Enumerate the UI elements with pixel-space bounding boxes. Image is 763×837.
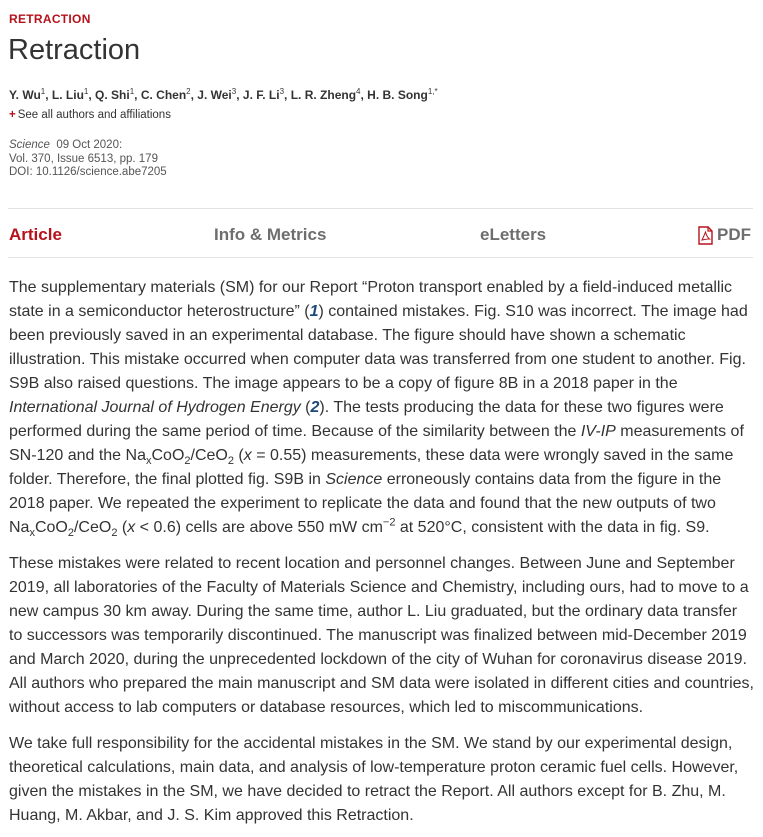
author[interactable]: J. F. Li$^3$ <box>242 87 285 102</box>
tab-article[interactable]: Article <box>9 225 62 244</box>
tab-pdf[interactable] <box>697 225 751 245</box>
paragraph-1: The supplementary materials (SM) for our Report “Proton transport enabled by a field-induced metallic state in a semiconductor heterostructure” (1) contained mistakes. Fig. S10 was incorrect. The image had been previously saved in an experimental database. The figure should have shown a schematic illustration. This mistake occurred when computer data was transferred from one student to another. Fig. S9B also raised questions. The image appears to be a copy of figure 8B in a 2018 paper in the International Journal of Hydrogen Energy (2). The tests producing the data for these two figures were performed during the same period of time. Because of the similarity between the IV-IP measurements of SN-120 and the $Na_xCoO_2/CeO_2$ (x = 0.55) measurements, these data were wrongly saved in the same folder. Therefore, the final plotted fig. S9B in Science erroneously contains data from the figure in the 2018 paper. We repeated the experiment to replicate the data and found that the new outputs of two $Na_xCoO_2/CeO_2$ (x < 0.6) cells are above 550 mW $cm^{-2}$ at 520°C, consistent with the data in fig. S9. <box>9 279 748 540</box>
see-all-authors-link[interactable] <box>9 109 171 121</box>
tab-info-metrics[interactable]: Info & Metrics <box>214 225 327 244</box>
plus-icon: + <box>9 109 16 121</box>
author[interactable]: Y. Wu$^1$ <box>9 87 46 102</box>
author[interactable]: H. B. Song$^{1,*}$ <box>367 87 438 102</box>
author[interactable]: L. R. Zheng$^4$ <box>290 87 361 102</box>
paragraph-2: These mistakes were related to recent location and personnel changes. Between June and September 2019, all laboratories of the Faculty of Materials Science and Chemistry, including ours, had to move to a new campus 30 km away. During the same time, author L. Liu graduated, but the ordinary data transfer to successors was temporarily discontinued. The manuscript was finalized between mid-December 2019 and March 2020, during the unprecedented lockdown of the city of Wuhan for coronavirus disease 2019. All authors who prepared the main manuscript and SM data were isolated in different cities and countries, without access to lab computers or database resources, which led to miscommunications. <box>9 555 754 716</box>
article-body <box>9 276 754 837</box>
author[interactable]: Q. Shi$^1$ <box>95 87 135 102</box>
pdf-file-icon <box>697 226 714 245</box>
article-type-label: RETRACTION <box>9 12 91 26</box>
page-title: Retraction <box>8 34 141 66</box>
author[interactable]: J. Wei$^3$ <box>197 87 237 102</box>
tab-divider <box>8 257 753 258</box>
citation-doi: DOI: 10.1126/science.abe7205 <box>9 166 167 178</box>
see-all-authors-label: See all authors and affiliations <box>17 109 171 121</box>
paragraph-3: We take full responsibility for the accidental mistakes in the SM. We stand by our experimental design, theoretical calculations, main data, and analysis of low-temperature proton ceramic fuel cells. However, given the mistakes in the SM, we have decided to retract the Report. All authors except for B. Zhu, M. Huang, M. Akbar, and J. S. Kim approved this Retraction. <box>9 735 739 824</box>
citation-date: 09 Oct 2020: <box>56 139 123 151</box>
author[interactable]: C. Chen$^2$ <box>140 87 191 102</box>
citation-block <box>9 139 167 180</box>
author[interactable]: L. Liu$^1$ <box>51 87 89 102</box>
divider <box>8 208 753 209</box>
reference-link[interactable]: 1 <box>309 303 319 320</box>
pdf-label: PDF <box>717 225 751 244</box>
reference-link[interactable]: 2 <box>310 399 320 416</box>
tab-eletters[interactable]: eLetters <box>480 225 547 244</box>
citation-volume: Vol. 370, Issue 6513, pp. 179 <box>9 152 158 165</box>
author-list: Y. Wu$^1$, L. Liu$^1$, Q. Shi$^1$, C. Chen$^2$, J. Wei$^3$, J. F. Li$^3$, L. R. Zheng$^4$, H. B. Song$^{1,*}$ <box>9 87 438 102</box>
citation-journal: Science <box>9 139 50 151</box>
